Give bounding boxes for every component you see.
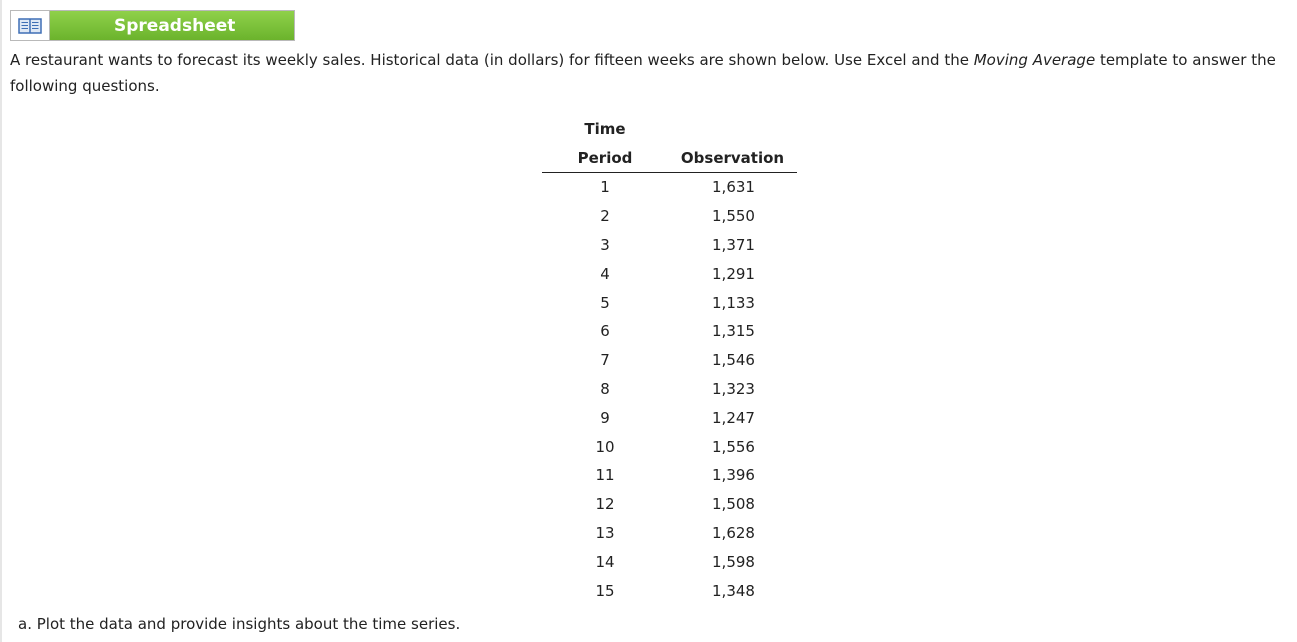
period-cell: 4 [600,264,610,283]
period-cell: 8 [600,379,610,398]
observation-cell: 1,546 [712,351,755,370]
period-cell: 5 [600,293,610,312]
observation-cell: 1,396 [712,466,755,485]
table-row [542,403,797,432]
observation-cell: 1,291 [712,264,755,283]
table-row [542,231,797,260]
observation-cell: 1,550 [712,207,755,226]
period-cell: 9 [600,408,610,427]
observation-cell: 1,631 [712,178,755,197]
table-row [542,288,797,317]
period-cell: 6 [600,322,610,341]
observation-cell: 1,247 [712,408,755,427]
period-cell: 13 [595,523,615,542]
question-a [18,613,460,635]
intro-text-before: A restaurant wants to forecast its weekly sales. Historical data (in dollars) for fifteen weeks are shown below. Use Excel and the [10,51,974,69]
period-cell: 11 [595,466,615,485]
period-cell: 2 [600,207,610,226]
table-row [542,461,797,490]
table-row [542,317,797,346]
table-row [542,259,797,288]
period-cell: 3 [600,235,610,254]
observation-cell: 1,348 [712,581,755,600]
observation-cell: 1,598 [712,552,755,571]
period-cell: 12 [595,495,615,514]
table-row [542,375,797,404]
question-a-letter: a. [18,615,32,633]
table-row [542,490,797,519]
sales-data-table [542,114,797,605]
left-border [0,0,2,642]
period-cell: 10 [595,437,615,456]
observation-cell: 1,315 [712,322,755,341]
table-row [542,346,797,375]
table-row [542,432,797,461]
intro-text-after: template to answer the following questions. [10,51,1276,95]
observation-cell: 1,628 [712,523,755,542]
observation-cell: 1,323 [712,379,755,398]
observation-cell: 1,133 [712,293,755,312]
period-cell: 14 [595,552,615,571]
header-time: Time [584,119,626,138]
header-period: Period [542,143,668,173]
observation-cell: 1,556 [712,437,755,456]
table-row [542,576,797,605]
question-a-text: Plot the data and provide insights about the time series. [31,615,461,633]
table-row [542,547,797,576]
period-cell: 1 [600,178,610,197]
observation-cell: 1,508 [712,495,755,514]
table-row [542,173,797,202]
template-name: Moving Average [973,51,1096,69]
spreadsheet-label: Spreadsheet [50,11,294,40]
spreadsheet-button[interactable] [10,10,295,41]
period-cell: 7 [600,351,610,370]
intro-paragraph [10,47,1295,99]
period-cell: 15 [595,581,615,600]
header-empty [668,114,797,143]
header-observation: Observation [668,143,797,173]
observation-cell: 1,371 [712,235,755,254]
table-row [542,519,797,548]
table-row [542,202,797,231]
book-icon [11,11,50,40]
